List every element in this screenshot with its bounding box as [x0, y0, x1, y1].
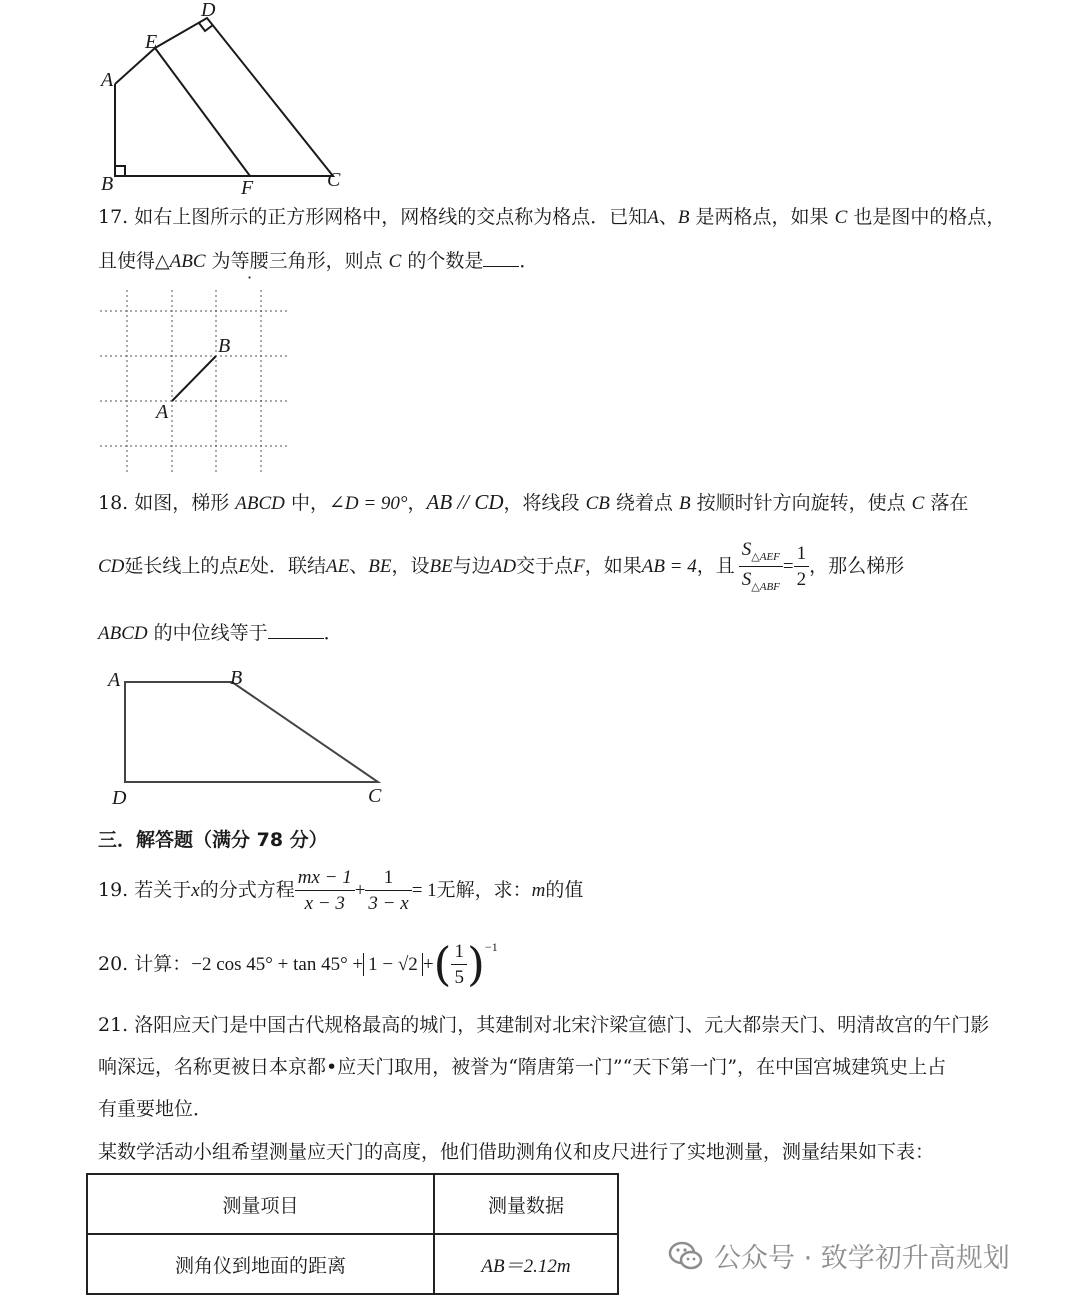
trap-label-a: A: [108, 669, 121, 691]
q21-line2: 响深远，名称更被日本京都•应天门取用，被誉为“隋唐第一门”“天下第一门”，在中国宫城建筑史上占: [98, 1056, 947, 1078]
fig16-label-b: B: [101, 173, 114, 195]
trap-label-d: D: [112, 787, 127, 809]
abs-value: 1 − √2: [363, 953, 423, 976]
table-header: 测量数据: [434, 1174, 618, 1234]
q18-line3: ABCD 的中位线等于 ．: [98, 622, 343, 644]
q17-line1: 17. 如右上图所示的正方形网格中，网格线的交点称为格点．已知A、B 是两格点，如果 C 也是图中的格点，: [98, 206, 1006, 228]
grid-label-a: A: [156, 401, 169, 423]
q18-line2: CD 延长线上的点 E 处．联结 AE 、 BE ，设 BE 与边 AD 交于点 F ，如果 AB = 4 ，且 $\frac{S_{\triangle AEF}}{S_{\triangle ABF}}$ = $\frac{1}{2}$ ，那么梯形: [98, 538, 905, 593]
watermark: [668, 1236, 1010, 1275]
figure-q16: [95, 0, 355, 200]
q20: 20. 计算： −2 cos 45° + tan 45° + 1 − √2 + ( $\frac{1}{5}$ ) $^{-1}$: [98, 937, 498, 991]
area-ratio-fraction: $\frac{S_{\triangle AEF}}{S_{\triangle ABF}}$: [739, 540, 783, 593]
fig16-label-f: F: [241, 177, 254, 199]
fig16-label-a: A: [101, 69, 114, 91]
wechat-icon: [668, 1240, 704, 1272]
table-header: 测量项目: [87, 1174, 434, 1234]
table-header-row: [87, 1174, 618, 1234]
measurement-table: [86, 1173, 619, 1295]
trap-label-b: B: [230, 667, 243, 689]
watermark-text: 公众号 · 致学初升高规划: [714, 1243, 1010, 1274]
q18-line1: 18. 如图，梯形 ABCD 中，∠D = 90°，AB // CD，将线段 CB 绕着点 B 按顺时针方向旋转，使点 C 落在: [98, 490, 969, 514]
q19-fraction-2: $\frac{1}{3 - x}$: [365, 868, 411, 913]
q19: 19. 若关于 x 的分式方程 $\frac{mx - 1}{x - 3}$ + $\frac{1}{3 - x}$ = 1 无解，求： m 的值: [98, 866, 584, 914]
figure-q17-grid: [96, 286, 296, 476]
grid-label-b: B: [218, 335, 231, 357]
q21-line3: 有重要地位．: [98, 1098, 213, 1120]
q17-line2: 且使得△ABC 为等腰三角形，则点 C 的个数是 ．: [98, 250, 539, 272]
trap-label-c: C: [368, 785, 382, 807]
section-heading: 三．解答题（满分 78 分）: [98, 829, 328, 851]
paren-fraction: ( $\frac{1}{5}$ ) $^{-1}$: [433, 937, 498, 991]
q21-line1: 21. 洛阳应天门是中国古代规格最高的城门，其建制对北宋汴梁宣德门、元大都崇天门、明清故宫的午门影: [98, 1014, 990, 1036]
figure-q18-trapezoid: [100, 664, 400, 812]
q17-emphasis: 等腰: [230, 250, 269, 272]
q21-line4: 某数学活动小组希望测量应天门的高度，他们借助测角仪和皮尺进行了实地测量，测量结果如下表：: [98, 1141, 935, 1163]
table-row: [87, 1234, 618, 1294]
q18-answer-blank[interactable]: [268, 620, 324, 639]
fig16-label-c: C: [327, 169, 341, 191]
table-cell: 测角仪到地面的距离: [87, 1234, 434, 1294]
q17-answer-blank[interactable]: [483, 248, 519, 267]
one-half-fraction: $\frac{1}{2}$: [794, 544, 810, 589]
table-cell: AB＝2.12m: [434, 1234, 618, 1294]
fig16-label-e: E: [145, 31, 158, 53]
fig16-label-d: D: [201, 0, 216, 21]
q19-fraction-1: $\frac{mx - 1}{x - 3}$: [295, 868, 355, 913]
